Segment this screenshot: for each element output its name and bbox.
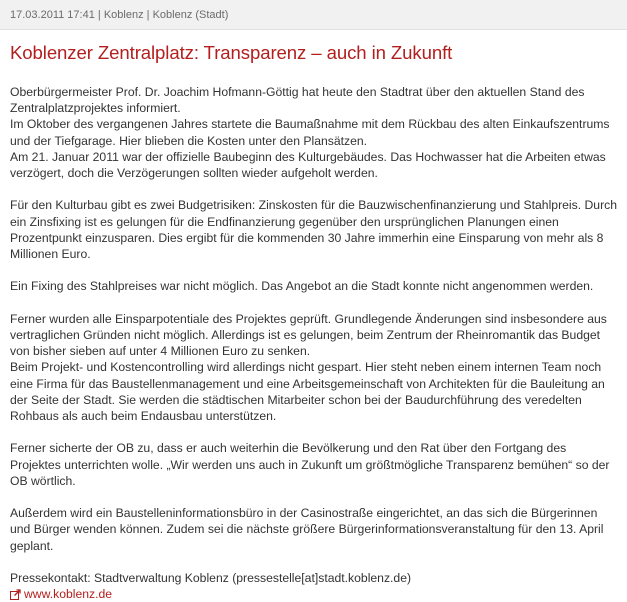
article-date: 17.03.2011 17:41 [10,9,95,21]
paragraph-text: Beim Projekt- und Kostencontrolling wird allerdings nicht gespart. Hier steht neben einem internen Team noch eine Firma für das Baustellenmanagement und eine Arbeitsgemeinschaft von Architekten für die Bauleitung an der Seite der Stadt. Sie werden die städtischen Mitarbeiter schon bei der Baudurchführung des veredelten Rohbaus als auch beim Endausbau unterstützen. [10,360,605,424]
article-city: Koblenz [103,9,144,21]
link-row [10,586,620,602]
paragraph-1 [10,84,620,181]
meta-bar [0,0,627,30]
article-region: Koblenz (Stadt) [152,9,229,21]
paragraph-3: Ein Fixing des Stahlpreises war nicht möglich. Das Angebot an die Stadt konnte nicht angenommen werden. [10,279,594,294]
external-link-icon [10,589,21,600]
article-body [10,84,620,602]
paragraph-text: Ferner wurden alle Einsparpotentiale des Projektes geprüft. Grundlegende Änderungen sind insbesondere aus vertraglichen Gründen nicht möglich. Allerdings ist es gelungen, beim Zentrum der Rheinromantik das Budget von bisher sieben auf unter 4 Millionen Euro zu senken. [10,311,607,359]
paragraph-text: Oberbürgermeister Prof. Dr. Joachim Hofmann-Göttig hat heute den Stadtrat über den aktuellen Stand des Zentralplatzprojektes informiert. [10,85,585,116]
paragraph-text: Im Oktober des vergangenen Jahres startete die Baumaßnahme mit dem Rückbau des alten Einkaufszentrums und der Tiefgarage. Hier blieben die Kosten unter den Plansätzen. [10,117,610,148]
website-link[interactable]: www.koblenz.de [24,587,113,602]
article-headline: Koblenzer Zentralplatz: Transparenz – auch in Zukunft [10,42,453,63]
press-contact [10,570,620,602]
contact-text: Pressekontakt: Stadtverwaltung Koblenz (pressestelle[at]stadt.koblenz.de) [10,571,412,585]
paragraph-5: Ferner sicherte der OB zu, dass er auch weiterhin die Bevölkerung und den Rat über den Fortgang des Projektes unterrichten wolle. „Wir werden uns auch in Zukunft um größtmögliche Transparenz bemühen“ so der OB wörtlich. [10,441,610,488]
article-meta [10,9,228,21]
paragraph-text: Am 21. Januar 2011 war der offizielle Baubeginn des Kulturgebäudes. Das Hochwasser hat die Arbeiten etwas verzögert, doch die Verzögerungen sollten wieder aufgeholt werden. [10,149,606,181]
meta-separator: | [94,9,104,21]
paragraph-4 [10,311,620,424]
paragraph-6: Außerdem wird ein Baustelleninformationsbüro in der Casinostraße eingerichtet, an das sich die Bürgerinnen und Bürger wenden können. Zudem sei die nächste größere Bürgerinformationsveranstaltung für den 13. April geplant. [10,506,604,553]
paragraph-2: Für den Kulturbau gibt es zwei Budgetrisiken: Zinskosten für die Bauzwischenfinanzierung und Stahlpreis. Durch ein Zinsfixing ist es gelungen für die Endfinanzierung gegenüber den ursprünglichen Planungen einen Prozentpunkt einzusparen. Dies ergibt für die kommenden 30 Jahre immerhin eine Einsparung von mehr als 8 Millionen Euro. [10,198,617,262]
meta-separator: | [143,9,153,21]
